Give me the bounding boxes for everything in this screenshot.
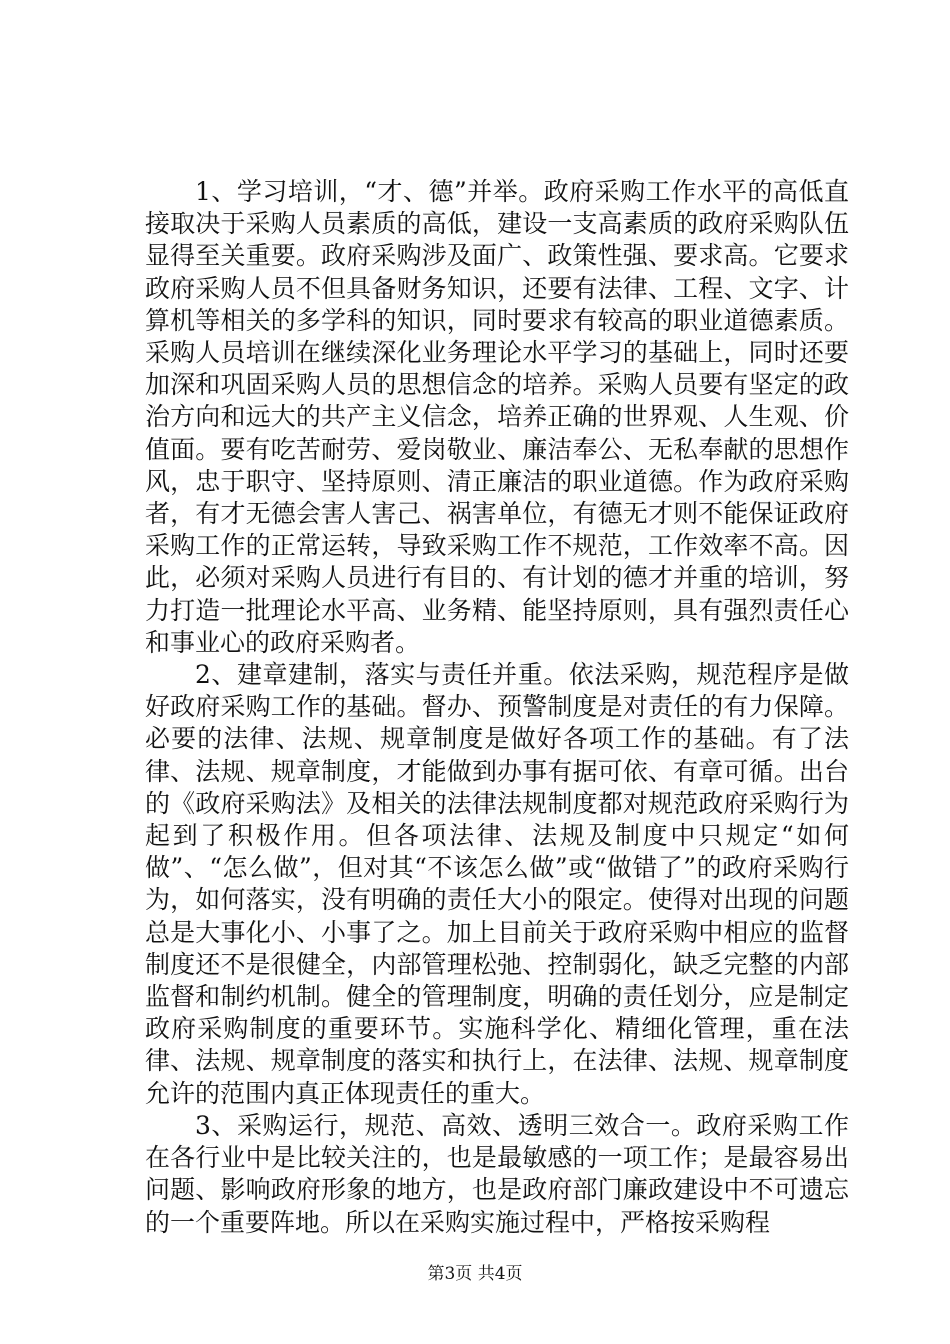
paragraph-1: 1、学习培训，“才、德”并举。政府采购工作水平的高低直接取决于采购人员素质的高低，建设一支高素质的政府采购队伍显得至关重要。政府采购涉及面广、政策性强、要求高。它要求政府采购人员不但具备财务知识，还要有法律、工程、文字、计算机等相关的多学科的知识，同时要求有较高的职业道德素质。采购人员培训在继续深化业务理论水平学习的基础上，同时还要加深和巩固采购人员的思想信念的培养。采购人员要有坚定的政治方向和远大的共产主义信念，培养正确的世界观、人生观、价值面。要有吃苦耐劳、爱岗敬业、廉洁奉公、无私奉献的思想作风，忠于职守、坚持原则、清正廉洁的职业道德。作为政府采购者，有才无德会害人害己、祸害单位，有德无才则不能保证政府采购工作的正常运转，导致采购工作不规范，工作效率不高。因此，必须对采购人员进行有目的、有计划的德才并重的培训，努力打造一批理论水平高、业务精、能坚持原则，具有强烈责任心和事业心的政府采购者。 bbox=[145, 177, 849, 657]
paragraph-2: 2、建章建制，落实与责任并重。依法采购，规范程序是做好政府采购工作的基础。督办、预警制度是对责任的有力保障。必要的法律、法规、规章制度是做好各项工作的基础。有了法律、法规、规章制度，才能做到办事有据可依、有章可循。出台的《政府采购法》及相关的法律法规制度都对规范政府采购行为起到了积极作用。但各项法律、法规及制度中只规定“如何做”、“怎么做”，但对其“不该怎么做”或“做错了”的政府采购行为，如何落实，没有明确的责任大小的限定。使得对出现的问题总是大事化小、小事了之。加上目前关于政府采购中相应的监督制度还不是很健全，内部管理松弛、控制弱化，缺乏完整的内部监督和制约机制。健全的管理制度，明确的责任划分，应是制定政府采购制度的重要环节。实施科学化、精细化管理，重在法律、法规、规章制度的落实和执行上，在法律、法规、规章制度允许的范围内真正体现责任的重大。 bbox=[145, 660, 849, 1108]
page-footer: 第3页 共4页 bbox=[427, 1264, 523, 1284]
document-body bbox=[145, 176, 849, 1239]
paragraph-3: 3、采购运行，规范、高效、透明三效合一。政府采购工作在各行业中是比较关注的，也是最敏感的一项工作；是最容易出问题、影响政府形象的地方，也是政府部门廉政建设中不可遗忘的一个重要阵地。所以在采购实施过程中，严格按采购程 bbox=[145, 1110, 849, 1237]
